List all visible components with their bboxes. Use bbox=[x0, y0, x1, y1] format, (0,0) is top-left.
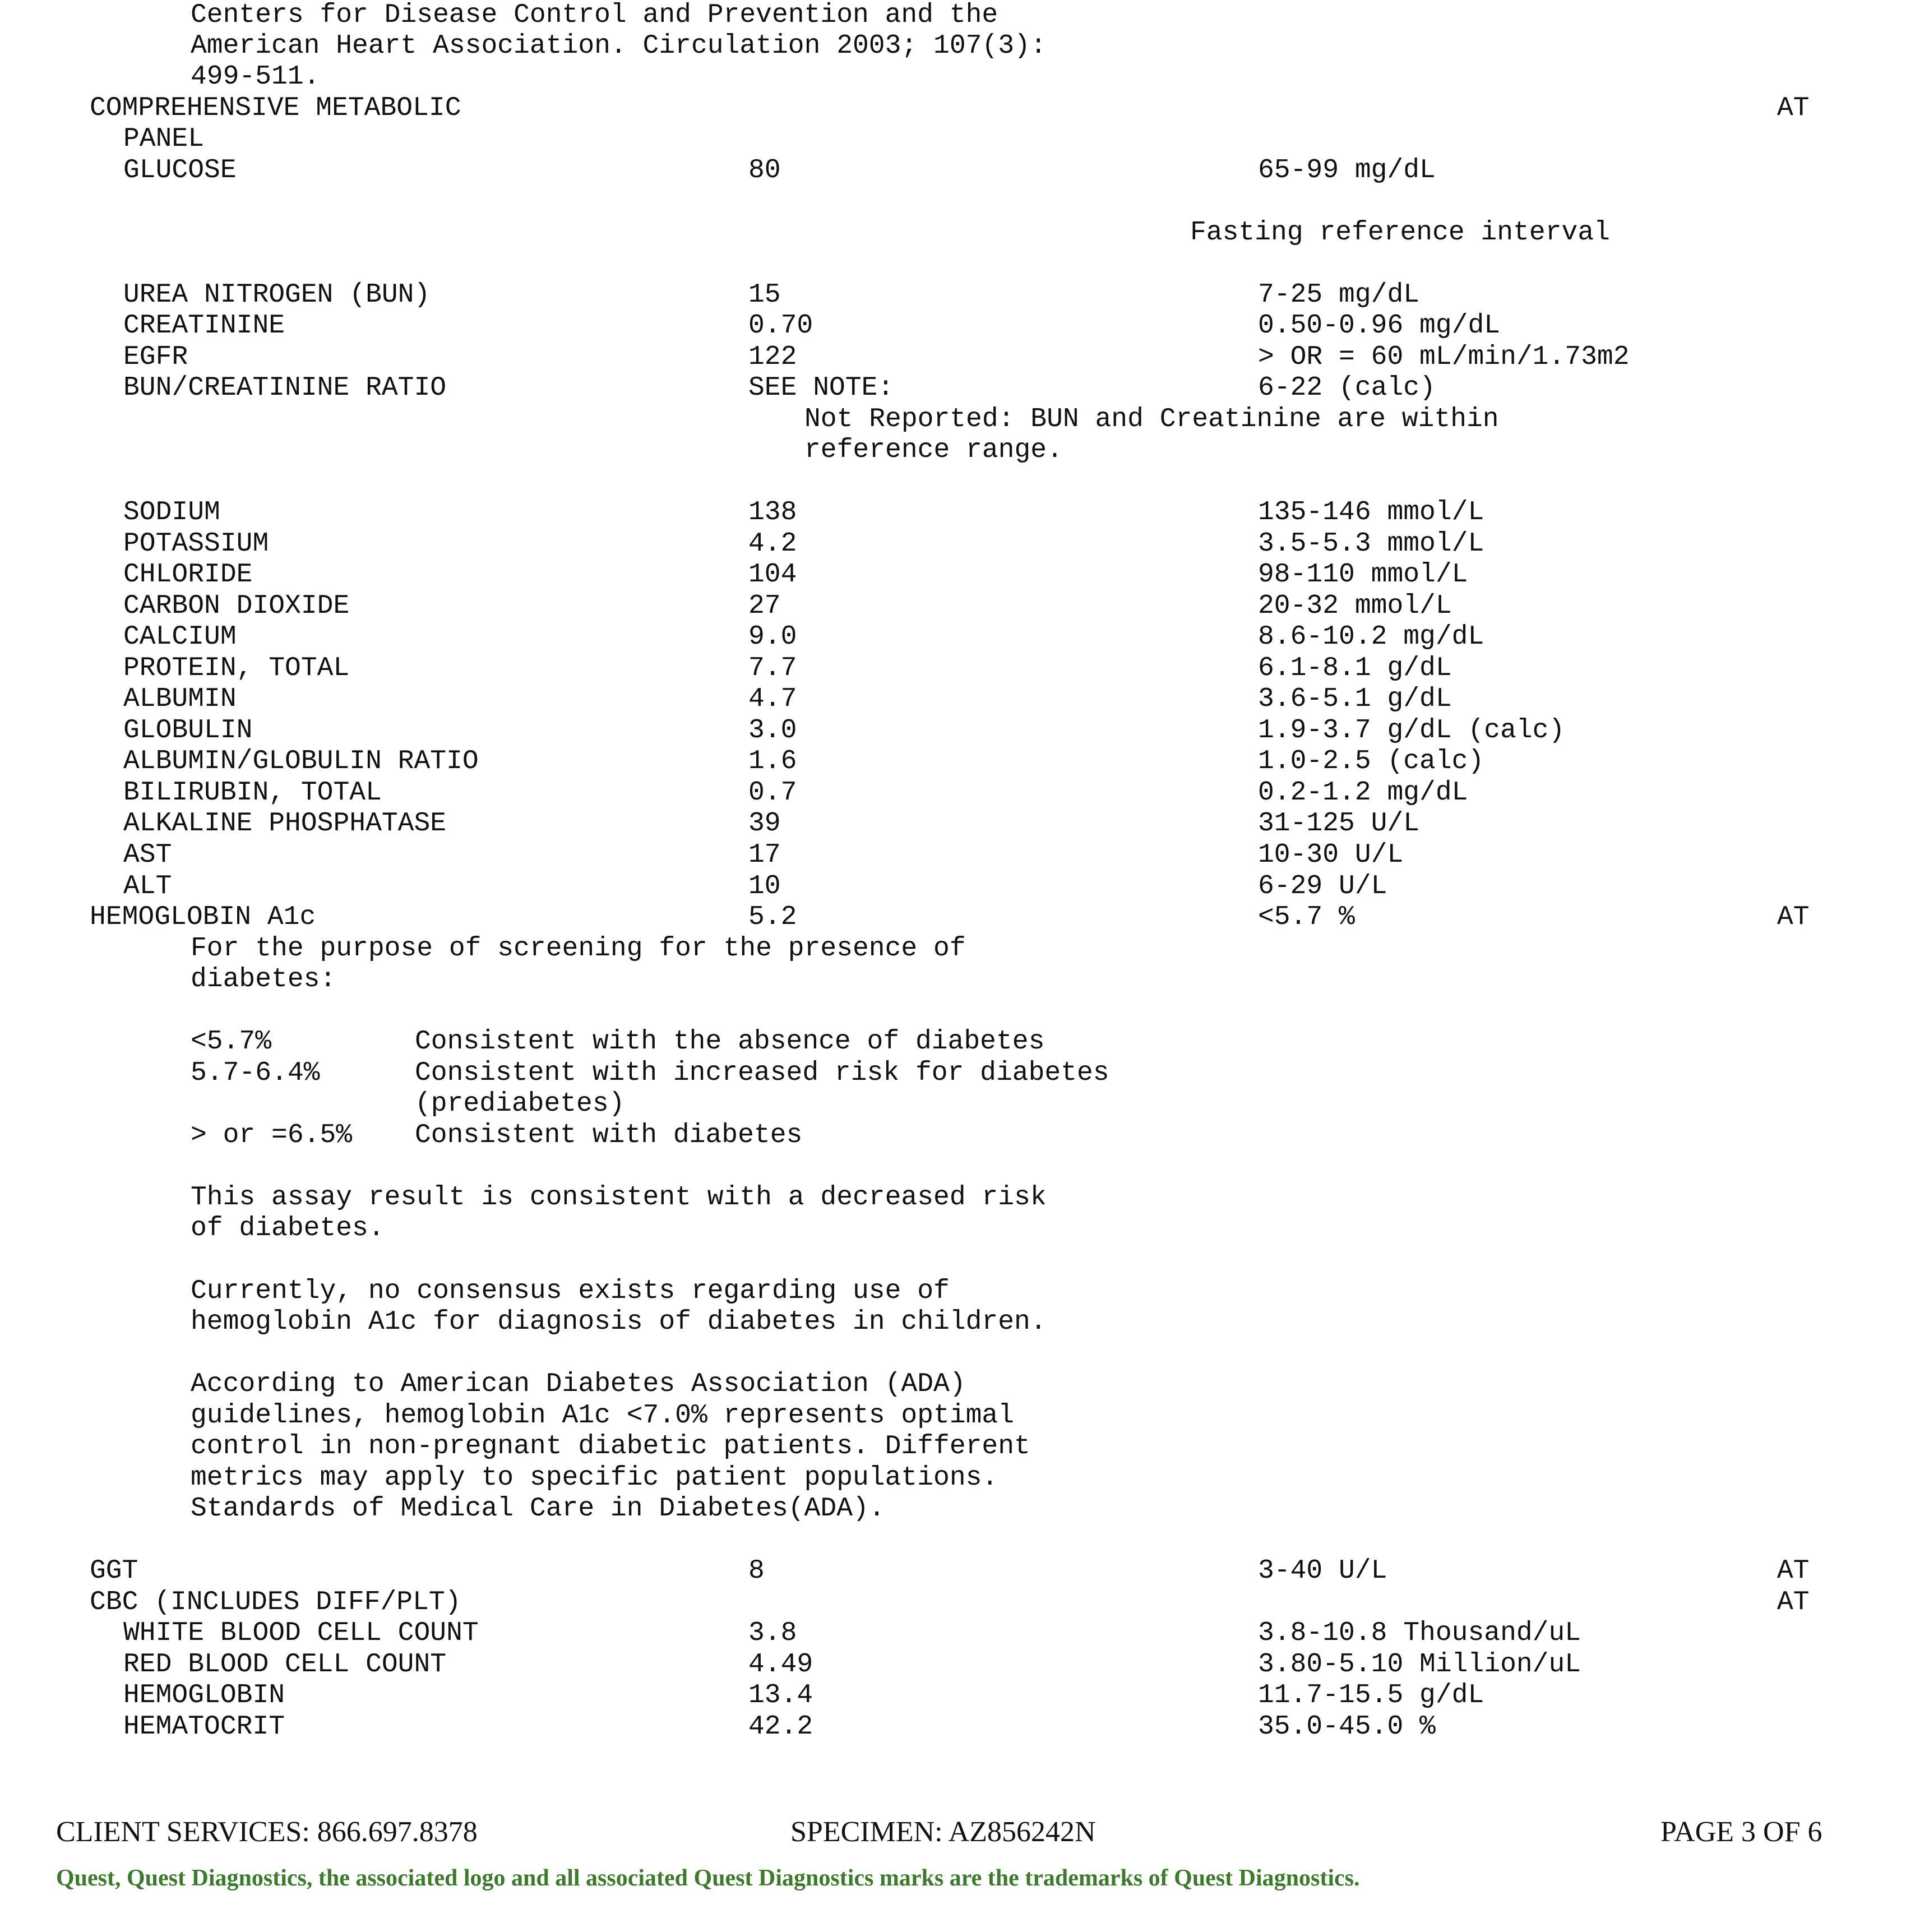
test-value: 27 bbox=[748, 591, 781, 621]
test-value: 104 bbox=[748, 560, 797, 590]
a1c-paragraph-line: of diabetes. bbox=[191, 1213, 385, 1244]
trademark-notice: Quest, Quest Diagnostics, the associated logo and all associated Quest Diagnostics marks are the trademarks of Quest Diagnostics. bbox=[56, 1865, 1360, 1891]
specimen-id: SPECIMEN: AZ856242N bbox=[790, 1816, 1096, 1848]
test-name: GLUCOSE bbox=[123, 155, 237, 186]
test-name: RED BLOOD CELL COUNT bbox=[123, 1649, 447, 1680]
cmp-lab-code: AT bbox=[1777, 93, 1810, 123]
bun-ratio-note: Not Reported: BUN and Creatinine are within bbox=[804, 404, 1499, 435]
a1c-test-value: 5.2 bbox=[748, 902, 797, 932]
test-name: SODIUM bbox=[123, 497, 220, 528]
test-name: BILIRUBIN, TOTAL bbox=[123, 778, 382, 808]
test-name: HEMATOCRIT bbox=[123, 1712, 285, 1742]
criteria-range: 5.7-6.4% bbox=[191, 1058, 320, 1088]
cmp-title: COMPREHENSIVE METABOLIC bbox=[90, 93, 461, 123]
test-range: 6-29 U/L bbox=[1258, 871, 1387, 902]
test-range: 0.2-1.2 mg/dL bbox=[1258, 778, 1468, 808]
test-name: POTASSIUM bbox=[123, 529, 269, 559]
test-range: 0.50-0.96 mg/dL bbox=[1258, 311, 1501, 341]
page-number: PAGE 3 OF 6 bbox=[1660, 1816, 1822, 1848]
criteria-text: Consistent with increased risk for diabetes bbox=[415, 1058, 1109, 1088]
test-range: > OR = 60 mL/min/1.73m2 bbox=[1258, 342, 1630, 372]
test-name: CHLORIDE bbox=[123, 560, 253, 590]
test-value: 4.49 bbox=[748, 1649, 813, 1680]
a1c-intro-line: diabetes: bbox=[191, 964, 336, 995]
reference-line-3: 499-511. bbox=[191, 62, 320, 92]
fasting-note: Fasting reference interval bbox=[1190, 218, 1610, 248]
a1c-paragraph-line: According to American Diabetes Association (ADA) bbox=[191, 1369, 966, 1399]
test-name: CREATININE bbox=[123, 311, 285, 341]
test-name: PROTEIN, TOTAL bbox=[123, 653, 350, 683]
test-value: 3.8 bbox=[748, 1618, 797, 1648]
test-name: EGFR bbox=[123, 342, 188, 372]
test-range: 3.80-5.10 Million/uL bbox=[1258, 1649, 1581, 1680]
a1c-lab-code: AT bbox=[1777, 902, 1810, 932]
criteria-text: Consistent with the absence of diabetes bbox=[415, 1027, 1045, 1057]
test-value: SEE NOTE: bbox=[748, 373, 894, 403]
test-value: 10 bbox=[748, 871, 781, 902]
cbc-lab-code: AT bbox=[1777, 1587, 1810, 1617]
ggt-lab-code: AT bbox=[1777, 1556, 1810, 1586]
test-name: BUN/CREATININE RATIO bbox=[123, 373, 447, 403]
a1c-paragraph-line: Currently, no consensus exists regarding use of bbox=[191, 1276, 950, 1306]
test-value: 39 bbox=[748, 808, 781, 839]
test-name: CALCIUM bbox=[123, 622, 237, 652]
test-range: 11.7-15.5 g/dL bbox=[1258, 1680, 1484, 1711]
test-range: 6.1-8.1 g/dL bbox=[1258, 653, 1452, 683]
test-value: 13.4 bbox=[748, 1680, 813, 1711]
test-range: 1.0-2.5 (calc) bbox=[1258, 746, 1484, 777]
test-range: 31-125 U/L bbox=[1258, 808, 1420, 839]
test-name: GLOBULIN bbox=[123, 715, 253, 746]
test-range: 3.8-10.8 Thousand/uL bbox=[1258, 1618, 1581, 1648]
a1c-paragraph-line: guidelines, hemoglobin A1c <7.0% represents optimal bbox=[191, 1401, 1015, 1431]
test-range: 3.5-5.3 mmol/L bbox=[1258, 529, 1484, 559]
test-range: 35.0-45.0 % bbox=[1258, 1712, 1436, 1742]
test-value: 9.0 bbox=[748, 622, 797, 652]
test-value: 4.2 bbox=[748, 529, 797, 559]
test-name: ALKALINE PHOSPHATASE bbox=[123, 808, 447, 839]
test-name: ALT bbox=[123, 871, 172, 902]
test-range: 20-32 mmol/L bbox=[1258, 591, 1452, 621]
test-name: ALBUMIN bbox=[123, 684, 237, 714]
test-name: CARBON DIOXIDE bbox=[123, 591, 350, 621]
test-name: AST bbox=[123, 840, 172, 870]
a1c-test-range: <5.7 % bbox=[1258, 902, 1355, 932]
test-range: 3.6-5.1 g/dL bbox=[1258, 684, 1452, 714]
test-range: 98-110 mmol/L bbox=[1258, 560, 1468, 590]
test-value: 15 bbox=[748, 280, 781, 310]
reference-line-1: Centers for Disease Control and Prevention and the bbox=[191, 0, 998, 30]
test-range: 8.6-10.2 mg/dL bbox=[1258, 622, 1484, 652]
test-value: 7.7 bbox=[748, 653, 797, 683]
criteria-range: <5.7% bbox=[191, 1027, 272, 1057]
test-value: 17 bbox=[748, 840, 781, 870]
test-range: 7-25 mg/dL bbox=[1258, 280, 1420, 310]
test-name: WHITE BLOOD CELL COUNT bbox=[123, 1618, 479, 1648]
cmp-title-cont: PANEL bbox=[123, 124, 205, 154]
test-value: 138 bbox=[748, 497, 797, 528]
a1c-paragraph-line: Standards of Medical Care in Diabetes(ADA). bbox=[191, 1494, 885, 1524]
test-range: 135-146 mmol/L bbox=[1258, 497, 1484, 528]
test-range: 6-22 (calc) bbox=[1258, 373, 1436, 403]
ggt-test-range: 3-40 U/L bbox=[1258, 1556, 1387, 1586]
test-name: ALBUMIN/GLOBULIN RATIO bbox=[123, 746, 479, 777]
test-value: 0.7 bbox=[748, 778, 797, 808]
a1c-intro-line: For the purpose of screening for the presence of bbox=[191, 933, 966, 964]
a1c-paragraph-line: control in non-pregnant diabetic patients. Different bbox=[191, 1431, 1030, 1462]
a1c-paragraph-line: This assay result is consistent with a decreased risk bbox=[191, 1182, 1047, 1213]
test-value: 0.70 bbox=[748, 311, 813, 341]
criteria-text: (prediabetes) bbox=[415, 1089, 625, 1119]
a1c-test-name: HEMOGLOBIN A1c bbox=[90, 902, 316, 932]
client-services: CLIENT SERVICES: 866.697.8378 bbox=[56, 1816, 478, 1848]
reference-line-2: American Heart Association. Circulation 2003; 107(3): bbox=[191, 31, 1047, 61]
test-name: UREA NITROGEN (BUN) bbox=[123, 280, 431, 310]
test-name: HEMOGLOBIN bbox=[123, 1680, 285, 1711]
ggt-test-value: 8 bbox=[748, 1556, 765, 1586]
test-value: 3.0 bbox=[748, 715, 797, 746]
test-value: 42.2 bbox=[748, 1712, 813, 1742]
test-value: 80 bbox=[748, 155, 781, 186]
test-range: 1.9-3.7 g/dL (calc) bbox=[1258, 715, 1565, 746]
criteria-text: Consistent with diabetes bbox=[415, 1120, 803, 1150]
a1c-paragraph-line: metrics may apply to specific patient populations. bbox=[191, 1463, 998, 1493]
test-value: 122 bbox=[748, 342, 797, 372]
criteria-range: > or =6.5% bbox=[191, 1120, 353, 1150]
a1c-paragraph-line: hemoglobin A1c for diagnosis of diabetes in children. bbox=[191, 1307, 1047, 1337]
test-value: 1.6 bbox=[748, 746, 797, 777]
ggt-test-name: GGT bbox=[90, 1556, 138, 1586]
test-range: 10-30 U/L bbox=[1258, 840, 1404, 870]
test-value: 4.7 bbox=[748, 684, 797, 714]
bun-ratio-note: reference range. bbox=[804, 435, 1063, 465]
test-range: 65-99 mg/dL bbox=[1258, 155, 1436, 186]
cbc-title: CBC (INCLUDES DIFF/PLT) bbox=[90, 1587, 461, 1617]
